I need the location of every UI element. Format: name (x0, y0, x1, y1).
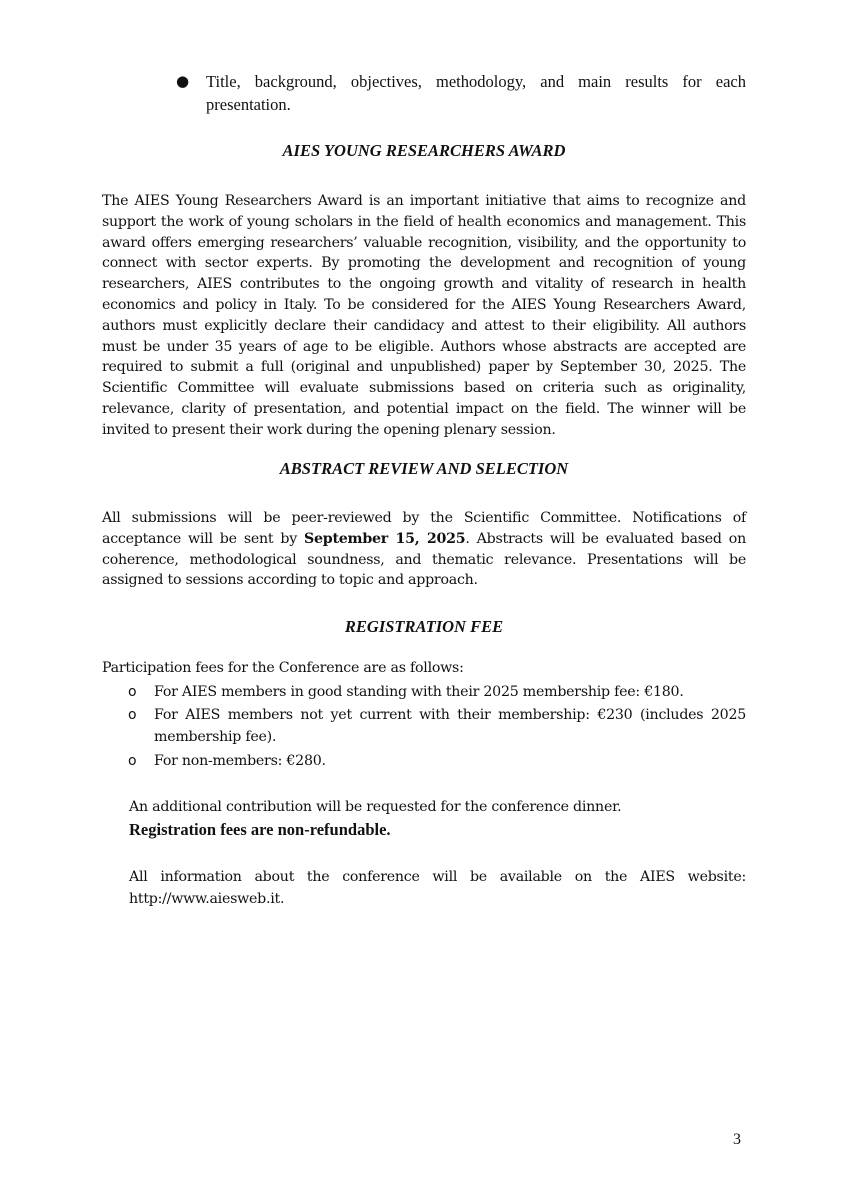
fee-item-text: For non-members: €280. (154, 753, 326, 769)
review-paragraph (102, 508, 746, 591)
circle-bullet-icon: o (128, 684, 137, 700)
dinner-note: An additional contribution will be requested for the conference dinner. (129, 799, 622, 815)
award-paragraph: The AIES Young Researchers Award is an important initiative that aims to recognize and support the work of young scholars in the field of health economics and management. This award offers emerging researchers’ valuable recognition, visibility, and the opportunity to connect with sector experts. By promoting the development and recognition of young researchers, AIES contributes to the ongoing growth and vitality of research in health economics and policy in Italy. To be considered for the AIES Young Researchers Award, authors must explicitly declare their candidacy and attest to their eligibility. All authors must be under 35 years of age to be eligible. Authors whose abstracts are accepted are required to submit a full (original and unpublished) paper by September 30, 2025. The Scientific Committee will evaluate submissions based on criteria such as originality, relevance, clarity of presentation, and potential impact on the field. The winner will be invited to present their work during the opening plenary session. (102, 193, 746, 438)
circle-bullet-icon: o (128, 753, 137, 769)
fee-item-text: For AIES members in good standing with their 2025 membership fee: €180. (154, 684, 684, 700)
circle-bullet-icon: o (128, 707, 137, 723)
review-text-before: All submissions will be peer-reviewed by the Scientific Committee. Notifications of acceptance will be sent by (102, 510, 746, 547)
fees-heading: REGISTRATION FEE (344, 617, 504, 636)
refund-note: Registration fees are non-refundable. (129, 820, 391, 839)
fees-intro: Participation fees for the Conference are as follows: (102, 660, 464, 676)
review-heading: ABSTRACT REVIEW AND SELECTION (279, 459, 569, 478)
review-text-after: . Abstracts will be evaluated based on coherence, methodological soundness, and thematic relevance. Presentations will be assigned to sessions according to topic and approach. (102, 530, 746, 589)
bullet-text: Title, background, objectives, methodology, and main results for each presentation. (206, 72, 746, 114)
fee-item-text: For AIES members not yet current with their membership: €230 (includes 2025 membership fee). (154, 707, 746, 745)
notification-date: September 15, 2025 (304, 530, 466, 547)
page-number: 3 (733, 1131, 741, 1148)
bullet-dot-icon: ● (176, 72, 190, 90)
award-heading: AIES YOUNG RESEARCHERS AWARD (282, 141, 566, 160)
website-info-note: All information about the conference will be available on the AIES website: http://www.aiesweb.it. (129, 869, 746, 907)
